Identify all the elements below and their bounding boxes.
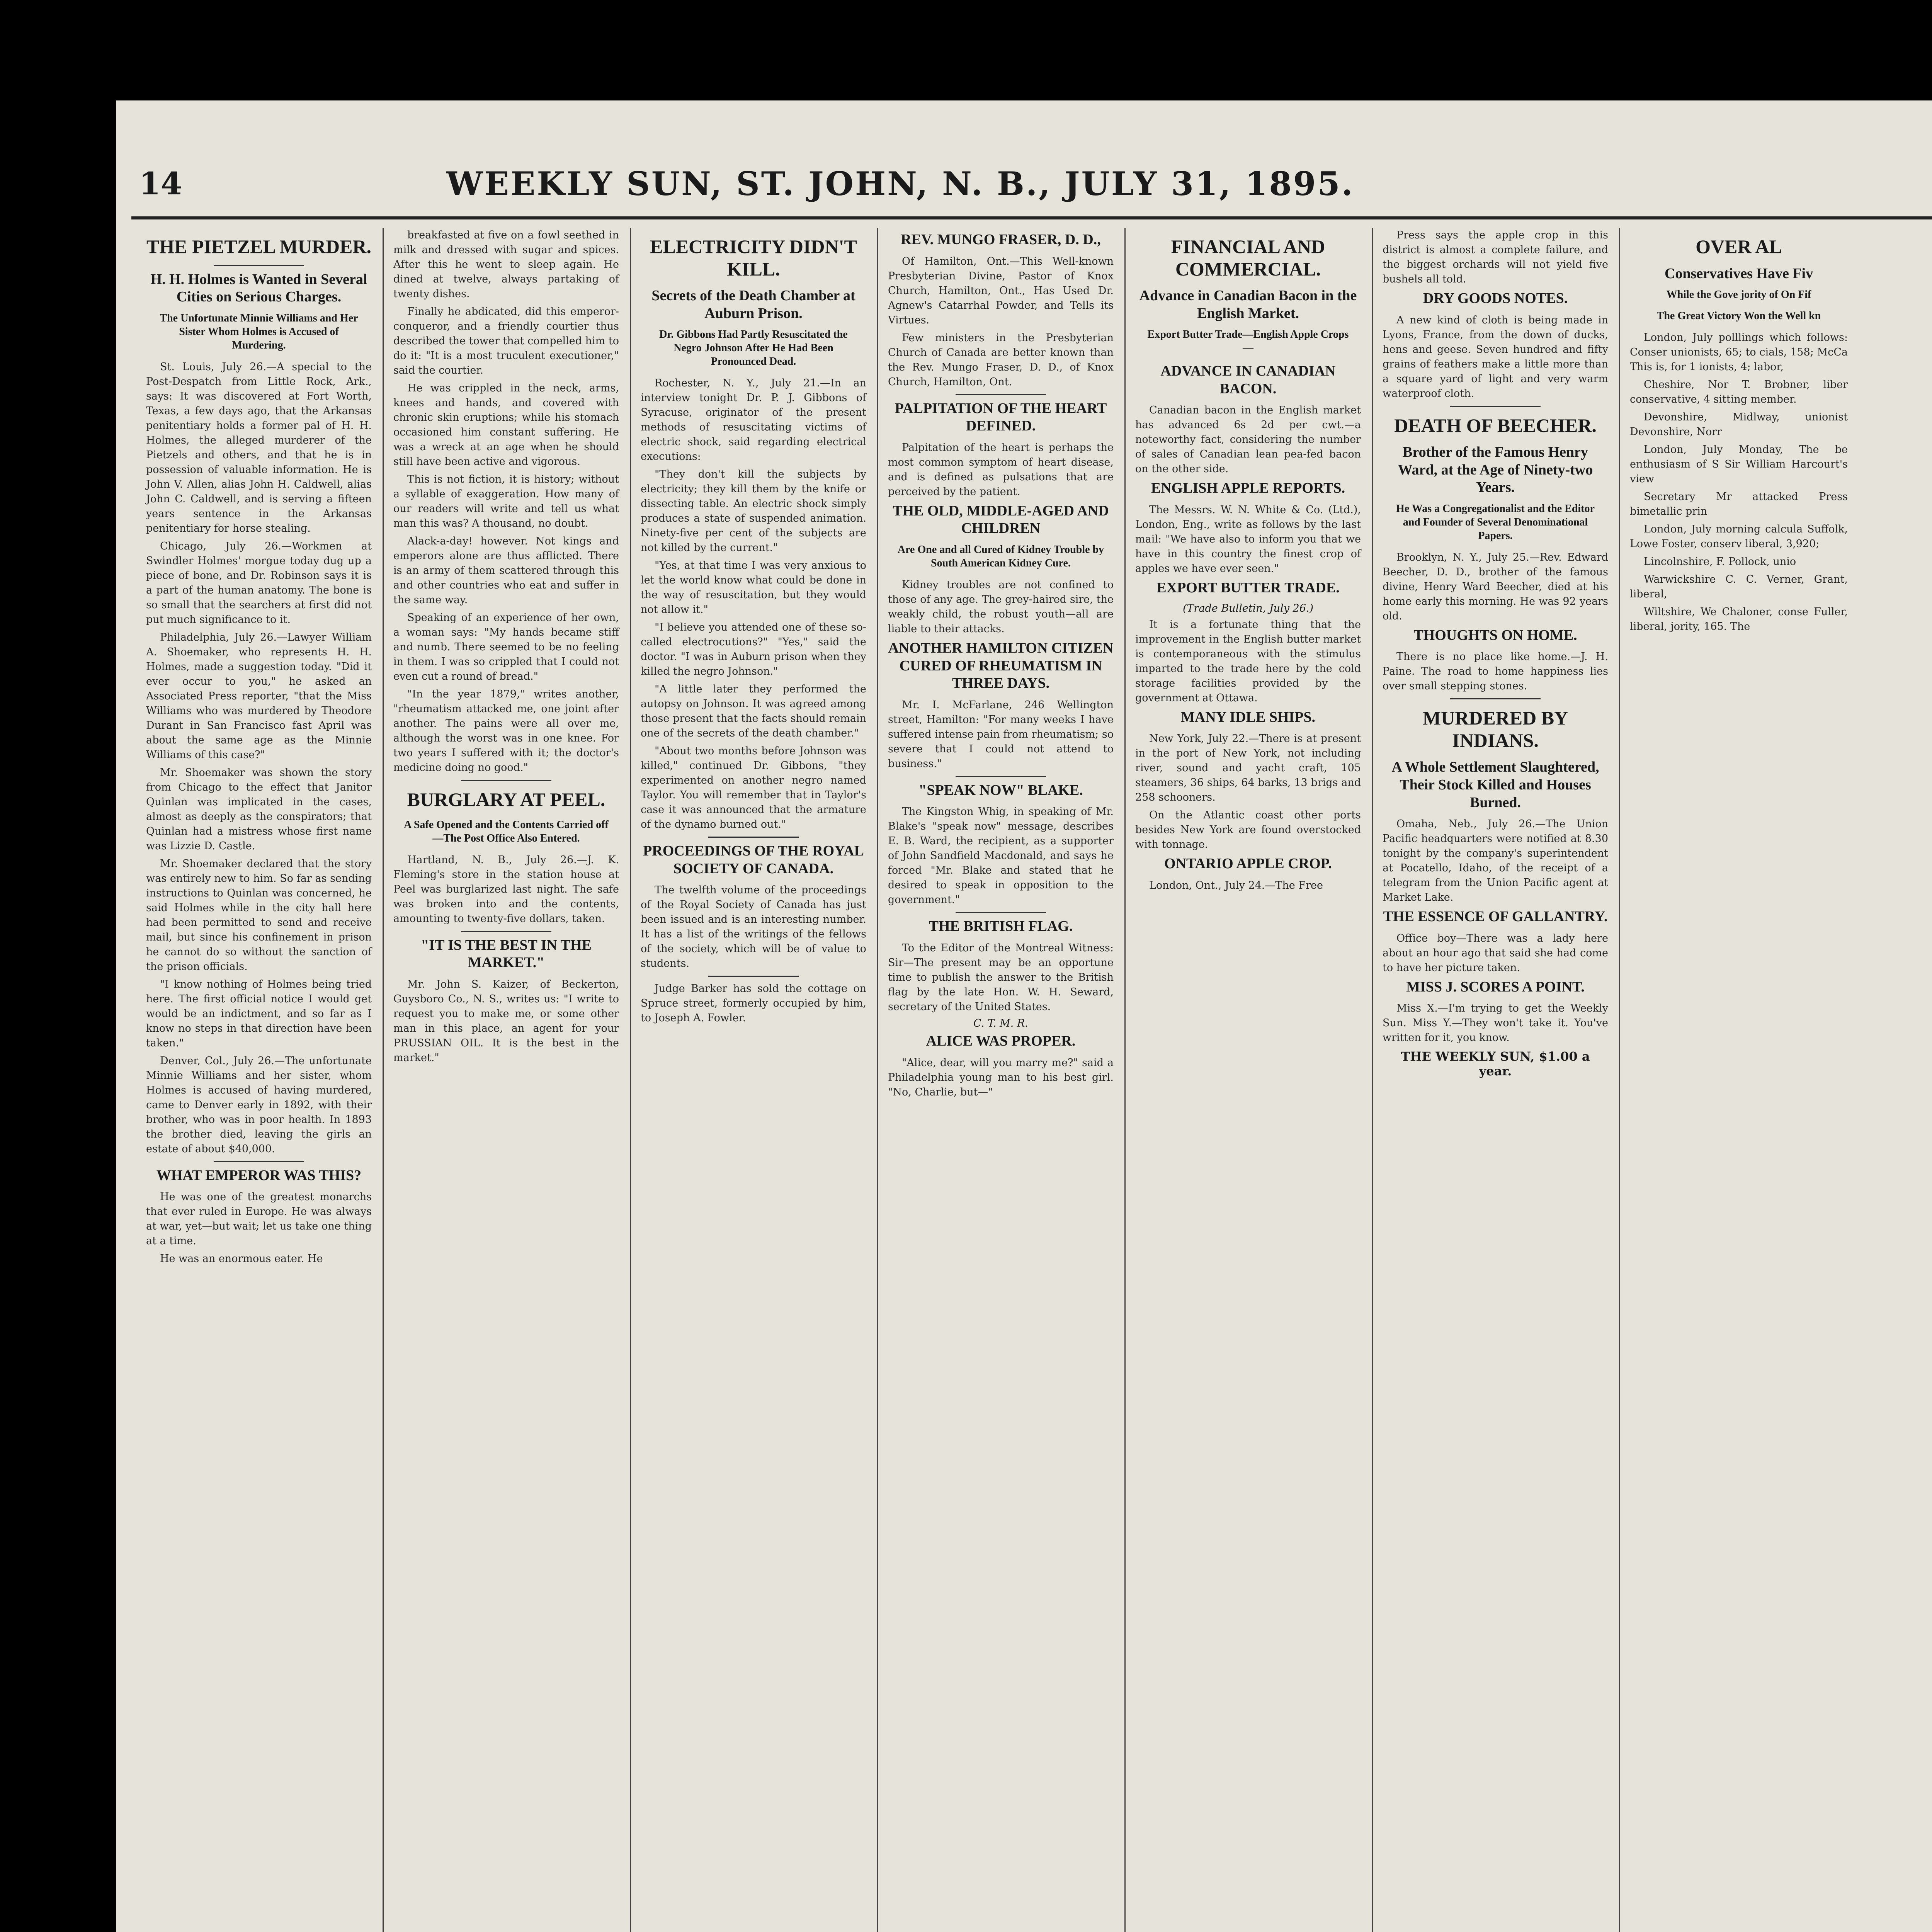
column-4: [881, 228, 1121, 1932]
article-paragraph: "I believe you attended one of these so-called electrocutions?" "Yes," said the doctor. "I was in Auburn prison when they killed the negro Johnson.": [641, 621, 866, 678]
article-paragraph: St. Louis, July 26.—A special to the Post-Despatch from Little Rock, Ark., says: It was discovered at Fort Worth, Texas, a few days ago, that the Arkansas penitentiary holds a former pal of H. H. Holmes, the alleged murderer of the Pietzels and others, and that he is in possession of valuable information. He is John V. Allen, alias John H. Caldwell, alias John C. Caldwell, and is serving a fifteen years sentence in the Arkansas penitentiary for horse stealing.: [146, 361, 372, 534]
article-paragraph: Mr. John S. Kaizer, of Beckerton, Guysboro Co., N. S., writes us: "I write to request you to make me, or some other man in this place, an agent for your PRUSSIAN OIL. It is the best in the market.": [393, 978, 619, 1064]
column-5: [1128, 228, 1368, 1932]
article-paragraph: "I know nothing of Holmes being tried here. The first official notice I would get would be an indictment, and so far as I know no steps in that direction have been taken.": [146, 978, 372, 1049]
headline-royal-society: PROCEEDINGS OF THE ROYAL SOCIETY OF CANADA.: [643, 843, 864, 877]
article-paragraph: Few ministers in the Presbyterian Church of Canada are better known than the Rev. Mungo Fraser, D. D., of Knox Church, Hamilton, Ont.: [888, 332, 1114, 388]
headline-dry-goods: DRY GOODS NOTES.: [1423, 290, 1568, 306]
header-rule: [131, 216, 1932, 219]
article-paragraph: Judge Barker has sold the cottage on Spruce street, formerly occupied by him, to Joseph A. Fowler.: [641, 983, 866, 1024]
article-paragraph: A new kind of cloth is being made in Lyons, France, from the down of ducks, hens and geese. Seven hundred and fifty grains of feathers make a little more than a square yard of light and very warm waterproof cloth.: [1383, 314, 1608, 400]
headline-idle-ships: MANY IDLE SHIPS.: [1180, 709, 1316, 725]
headline-palpitation: PALPITATION OF THE HEART DEFINED.: [895, 400, 1107, 434]
article-paragraph: To the Editor of the Montreal Witness: Sir—The present may be an opportune time to publish the answer to the British flag by the late Hon. W. H. Seward, secretary of the United States.: [888, 942, 1114, 1013]
headline-rheumatism: ANOTHER HAMILTON CITIZEN CURED OF RHEUMATISM IN THREE DAYS.: [888, 639, 1114, 692]
article-paragraph: Denver, Col., July 26.—The unfortunate Minnie Williams and her sister, whom Holmes is accused of having murdered, came to Denver early in 1892, with their brother, who was in poor health. In 1893 the brother died, leaving the girls an estate of about $40,000.: [146, 1054, 372, 1155]
headline-financial: FINANCIAL AND COMMERCIAL.: [1171, 236, 1325, 280]
masthead: WEEKLY SUN, ST. JOHN, N. B., JULY 31, 1895.: [446, 164, 1355, 203]
article-paragraph: Philadelphia, July 26.—Lawyer William A. Shoemaker, who represents H. H. Holmes, made a suggestion today. "Did it ever occur to you," he asked an Associated Press reporter, "that the Miss Williams who was murdered by Theodore Durant in San Francisco fast April was about the same age as the Minnie Williams of this case?": [146, 631, 372, 761]
headline-speak-now: "SPEAK NOW" BLAKE.: [918, 782, 1083, 798]
article-paragraph: Miss X.—I'm trying to get the Weekly Sun. Miss Y.—They won't take it. You've written for it, you know.: [1383, 1002, 1608, 1044]
article-paragraph: Mr. I. McFarlane, 246 Wellington street, Hamilton: "For many weeks I have suffered intense pain from rheumatism; so severe that I could not attend to business.": [888, 699, 1114, 770]
column-2: [386, 228, 626, 1932]
deck-victory: The Great Victory Won the Well kn: [1656, 310, 1821, 322]
article-paragraph: "A little later they performed the autopsy on Johnson. It was agreed among those present that the facts should remain one of the secrets of the death chamber.": [641, 683, 866, 740]
divider: [461, 931, 551, 932]
headline-death-beecher: DEATH OF BEECHER.: [1394, 414, 1597, 436]
column-6: [1376, 228, 1615, 1932]
article-paragraph: Warwickshire C. C. Verner, Grant, liberal,: [1630, 573, 1848, 600]
article-paragraph: Lincolnshire, F. Pollock, unio: [1644, 556, 1796, 568]
article-paragraph: Kidney troubles are not confined to those of any age. The grey-haired sire, the weakly child, the robust youth—all are liable to their attacks.: [888, 578, 1114, 635]
headline-mungo-fraser: REV. MUNGO FRASER, D. D.,: [901, 231, 1101, 248]
divider: [956, 776, 1046, 777]
article-paragraph: He was an enormous eater. He: [160, 1253, 323, 1265]
article-paragraph: Wiltshire, We Chaloner, conse Fuller, liberal, jority, 165. The: [1630, 606, 1848, 633]
subhead-conservatives: Conservatives Have Fiv: [1664, 265, 1813, 282]
deck-export-butter: Export Butter Trade—English Apple Crops—: [1147, 328, 1349, 354]
page-header: [139, 162, 1932, 205]
article-paragraph: "Alice, dear, will you marry me?" said a Philadelphia young man to his best girl. "No, Charlie, but—": [888, 1056, 1114, 1098]
subhead-holmes: H. H. Holmes is Wanted in Several Cities on Serious Charges.: [150, 271, 367, 305]
source-line: (Trade Bulletin, July 26.): [1182, 602, 1314, 614]
headline-burglary-peel: BURGLARY AT PEEL.: [407, 789, 605, 810]
divider: [708, 837, 799, 838]
article-paragraph: Palpitation of the heart is perhaps the most common symptom of heart disease, and is defined as pulsations that are perceived by the patient.: [888, 441, 1114, 498]
article-paragraph: Cheshire, Nor T. Brobner, liber conservative, 4 sitting member.: [1630, 379, 1848, 406]
deck-beecher: He Was a Congregationalist and the Editor and Founder of Several Denominational Papers.: [1396, 502, 1595, 542]
deck-gibbons: Dr. Gibbons Had Partly Resuscitated the Negro Johnson After He Had Been Pronounced Dead.: [659, 328, 848, 368]
article-paragraph: Mr. Shoemaker was shown the story from Chicago to the effect that Janitor Quinlan was implicated in the cases, almost as deeply as the conspirators; that Quinlan had a mistress whose first name was Lizzie D. Castle.: [146, 766, 372, 852]
article-paragraph: "In the year 1879," writes another, "rheumatism attacked me, one joint after another. The pains were all over me, although the worst was in one knee. For two years I suffered with it; the doctor's medicine doing no good.": [393, 688, 619, 774]
article-paragraph: The Messrs. W. N. White & Co. (Ltd.), London, Eng., write as follows by the last mail: "We have also to inform you that we have in this country the finest crop of apples we have ever seen.": [1135, 503, 1361, 575]
divider: [1450, 698, 1541, 699]
article-paragraph: Hartland, N. B., July 26.—J. K. Fleming's store in the station house at Peel was burglarized last night. The safe was broken into and the contents, amounting to twenty-five dollars, taken.: [393, 854, 619, 925]
article-paragraph: He was one of the greatest monarchs that ever ruled in Europe. He was always at war, yet—but wait; let us take one thing at a time.: [146, 1191, 372, 1247]
newspaper-page: [116, 100, 1932, 1932]
headline-murdered-indians: MURDERED BY INDIANS.: [1422, 707, 1568, 751]
article-paragraph: Alack-a-day! however. Not kings and emperors alone are thus afflicted. There is an army of them scattered through this and other countries who eat and suffer in the same way.: [393, 535, 619, 606]
article-paragraph: The twelfth volume of the proceedings of the Royal Society of Canada has just been issued and is an interesting number. It has a list of the writings of the fellows of the society, which will be of value to students.: [641, 884, 866, 970]
article-paragraph: London, July polllings which follows: Conser unionists, 65; to cials, 158; McCa This is, for 1 ionists, 4; labor,: [1630, 332, 1848, 373]
headline-british-flag: THE BRITISH FLAG.: [929, 918, 1073, 935]
column-rule: [1124, 228, 1126, 1932]
headline-what-emperor: WHAT EMPEROR WAS THIS?: [156, 1167, 362, 1184]
page-number: 14: [139, 165, 182, 202]
column-rule: [1372, 228, 1373, 1932]
signature: C. T. M. R.: [973, 1017, 1028, 1029]
divider: [214, 265, 304, 266]
subscription-notice: THE WEEKLY SUN, $1.00 a year.: [1401, 1049, 1590, 1079]
column-rule: [630, 228, 631, 1932]
article-paragraph: Rochester, N. Y., July 21.—In an interview tonight Dr. P. J. Gibbons of Syracuse, originator of the present methods of resuscitating victims of electric shock, said regarding electrical executions:: [641, 377, 866, 463]
headline-electricity: ELECTRICITY DIDN'T KILL.: [650, 236, 857, 280]
column-7-cutoff: [1623, 228, 1855, 1932]
article-paragraph: breakfasted at five on a fowl seethed in milk and dressed with sugar and spices. After this he went to sleep again. He dined at twelve, always partaking of twenty dishes.: [393, 229, 619, 300]
divider: [956, 912, 1046, 913]
subhead-bacon: Advance in Canadian Bacon in the English Market.: [1139, 287, 1357, 321]
article-paragraph: London, July Monday, The be enthusiasm of S Sir William Harcourt's view: [1630, 444, 1848, 485]
article-paragraph: Office boy—There was a lady here about an hour ago that said she had come to have her picture taken.: [1383, 932, 1608, 974]
headline-kidney: THE OLD, MIDDLE-AGED AND CHILDREN: [893, 502, 1109, 537]
article-paragraph: This is not fiction, it is history; without a syllable of exaggeration. How many of our readers will write and tell us what man this was? A thousand, no doubt.: [393, 473, 619, 529]
deck-williams: The Unfortunate Minnie Williams and Her Sister Whom Holmes is Accused of Murdering.: [160, 312, 358, 351]
divider: [214, 1161, 304, 1162]
divider: [1450, 406, 1541, 407]
headline-miss-j: MISS J. SCORES A POINT.: [1406, 978, 1585, 995]
article-paragraph: Brooklyn, N. Y., July 25.—Rev. Edward Beecher, D. D., brother of the famous divine, Henry Ward Beecher, died at his home early this morning. He was 92 years old.: [1383, 551, 1608, 622]
article-paragraph: He was crippled in the neck, arms, knees and hands, and covered with chronic skin eruptions; while his stomach occasioned him constant suffering. He was a wreck at an age when he should still have been active and vigorous.: [393, 382, 619, 468]
column-3: [634, 228, 873, 1932]
headline-apple-reports: ENGLISH APPLE REPORTS.: [1151, 480, 1345, 497]
headline-advance-bacon: ADVANCE IN CANADIAN BACON.: [1160, 363, 1336, 397]
article-paragraph: London, July morning calcula Suffolk, Lowe Foster, conserv liberal, 3,920;: [1630, 523, 1848, 550]
headline-alice: ALICE WAS PROPER.: [926, 1032, 1076, 1049]
column-rule: [877, 228, 878, 1932]
article-paragraph: Finally he abdicated, did this emperor-conqueror, and a friendly courtier thus described the tower that compelled him to do it: "It is a most truculent executioner," said the courtier.: [393, 306, 619, 376]
divider: [461, 780, 551, 781]
article-paragraph: "About two months before Johnson was killed," continued Dr. Gibbons, "they experimented on another negro named Taylor. You will remember that in Taylor's case it was announced that the armature of the dynamo burned out.": [641, 745, 866, 831]
headline-pietzel-murder: THE PIETZEL MURDER.: [146, 236, 372, 257]
article-paragraph: Press says the apple crop in this district is almost a complete failure, and the biggest orchards will not yield five bushels all told.: [1383, 229, 1608, 285]
scan-border: [0, 0, 116, 1932]
deck-burglary: A Safe Opened and the Contents Carried off—The Post Office Also Entered.: [404, 818, 609, 844]
article-paragraph: Mr. Shoemaker declared that the story was entirely new to him. So far as sending instructions to Quinlan was concerned, he said Holmes while in the city hall here had been permitted to send and receive mail, but since his confinement in prison he cannot do so without the sanction of the prison officials.: [146, 857, 372, 973]
article-paragraph: It is a fortunate thing that the improvement in the English butter market is contemporaneous with the stimulus imparted to the trade here by the cold storage facilities provided by the government at Ottawa.: [1135, 618, 1361, 704]
column-rule: [1619, 228, 1620, 1932]
divider: [708, 976, 799, 977]
article-paragraph: Chicago, July 26.—Workmen at Swindler Holmes' morgue today dug up a piece of bone, and Dr. Robinson says it is a part of the human anatomy. The bone is so small that the searchers at first did not put much significance to it.: [146, 540, 372, 626]
article-paragraph: The Kingston Whig, in speaking of Mr. Blake's "speak now" message, describes E. B. Ward, the recipient, as a supporter of John Sandfield Macdonald, and says he forced "Mr. Blake and stated that he desired to speak in opposition to the government.": [888, 806, 1114, 906]
article-paragraph: "They don't kill the subjects by electricity; they kill them by the knife or dissecting table. An electric shock simply produces a state of suspended animation. Ninety-five per cent of the subjects are not killed by the current.": [641, 468, 866, 554]
column-1: [139, 228, 379, 1932]
deck-kidney: Are One and all Cured of Kidney Trouble by South American Kidney Cure.: [897, 543, 1104, 569]
column-rule: [383, 228, 384, 1932]
article-paragraph: Devonshire, Midlway, unionist Devonshire, Norr: [1630, 411, 1848, 438]
headline-over-all: OVER AL: [1696, 236, 1782, 257]
subhead-settlement: A Whole Settlement Slaughtered, Their Stock Killed and Houses Burned.: [1391, 759, 1599, 811]
deck-gove: While the Gove jority of On Fif: [1666, 289, 1811, 301]
article-paragraph: There is no place like home.—J. H. Paine. The road to home happiness lies over small stepping stones.: [1383, 651, 1608, 692]
headline-best-in-market: "IT IS THE BEST IN THE MARKET.": [421, 937, 592, 971]
article-paragraph: Of Hamilton, Ont.—This Well-known Presbyterian Divine, Pastor of Knox Church, Hamilton, Ont., Has Used Dr. Agnew's Catarrhal Powder, and Tells its Virtues.: [888, 255, 1114, 326]
headline-gallantry: THE ESSENCE OF GALLANTRY.: [1383, 908, 1608, 925]
article-paragraph: "Yes, at that time I was very anxious to let the world know what could be done in the way of resuscitation, but they would not allow it.": [641, 560, 866, 616]
article-paragraph: New York, July 22.—There is at present in the port of New York, not including river, sound and yacht craft, 105 steamers, 36 ships, 64 barks, 13 brigs and 258 schooners.: [1135, 733, 1361, 804]
article-paragraph: London, Ont., July 24.—The Free: [1149, 879, 1323, 891]
headline-thoughts-home: THOUGHTS ON HOME.: [1413, 627, 1577, 643]
article-paragraph: Secretary Mr attacked Press bimetallic prin: [1630, 491, 1848, 518]
article-paragraph: Omaha, Neb., July 26.—The Union Pacific headquarters were notified at 8.30 tonight by the company's superintendent at Pocatello, Idaho, of the receipt of a telegram from the Union Pacific agent at Market Lake.: [1383, 818, 1608, 904]
headline-apple-crop: ONTARIO APPLE CROP.: [1164, 855, 1332, 872]
subhead-beecher: Brother of the Famous Henry Ward, at the Age of Ninety-two Years.: [1398, 444, 1593, 496]
article-paragraph: Canadian bacon in the English market has advanced 6s 2d per cwt.—a noteworthy fact, considering the number of sales of Canadian lean pea-fed bacon on the other side.: [1135, 404, 1361, 475]
article-paragraph: On the Atlantic coast other ports besides New York are found overstocked with tonnage.: [1135, 809, 1361, 851]
headline-butter-trade: EXPORT BUTTER TRADE.: [1156, 579, 1340, 596]
article-paragraph: Speaking of an experience of her own, a woman says: "My hands became stiff and numb. There seemed to be no feeling in them. I was so crippled that I could not even cut a round of bread.": [393, 612, 619, 682]
divider: [956, 394, 1046, 395]
subhead-death-chamber: Secrets of the Death Chamber at Auburn Prison.: [651, 287, 855, 321]
